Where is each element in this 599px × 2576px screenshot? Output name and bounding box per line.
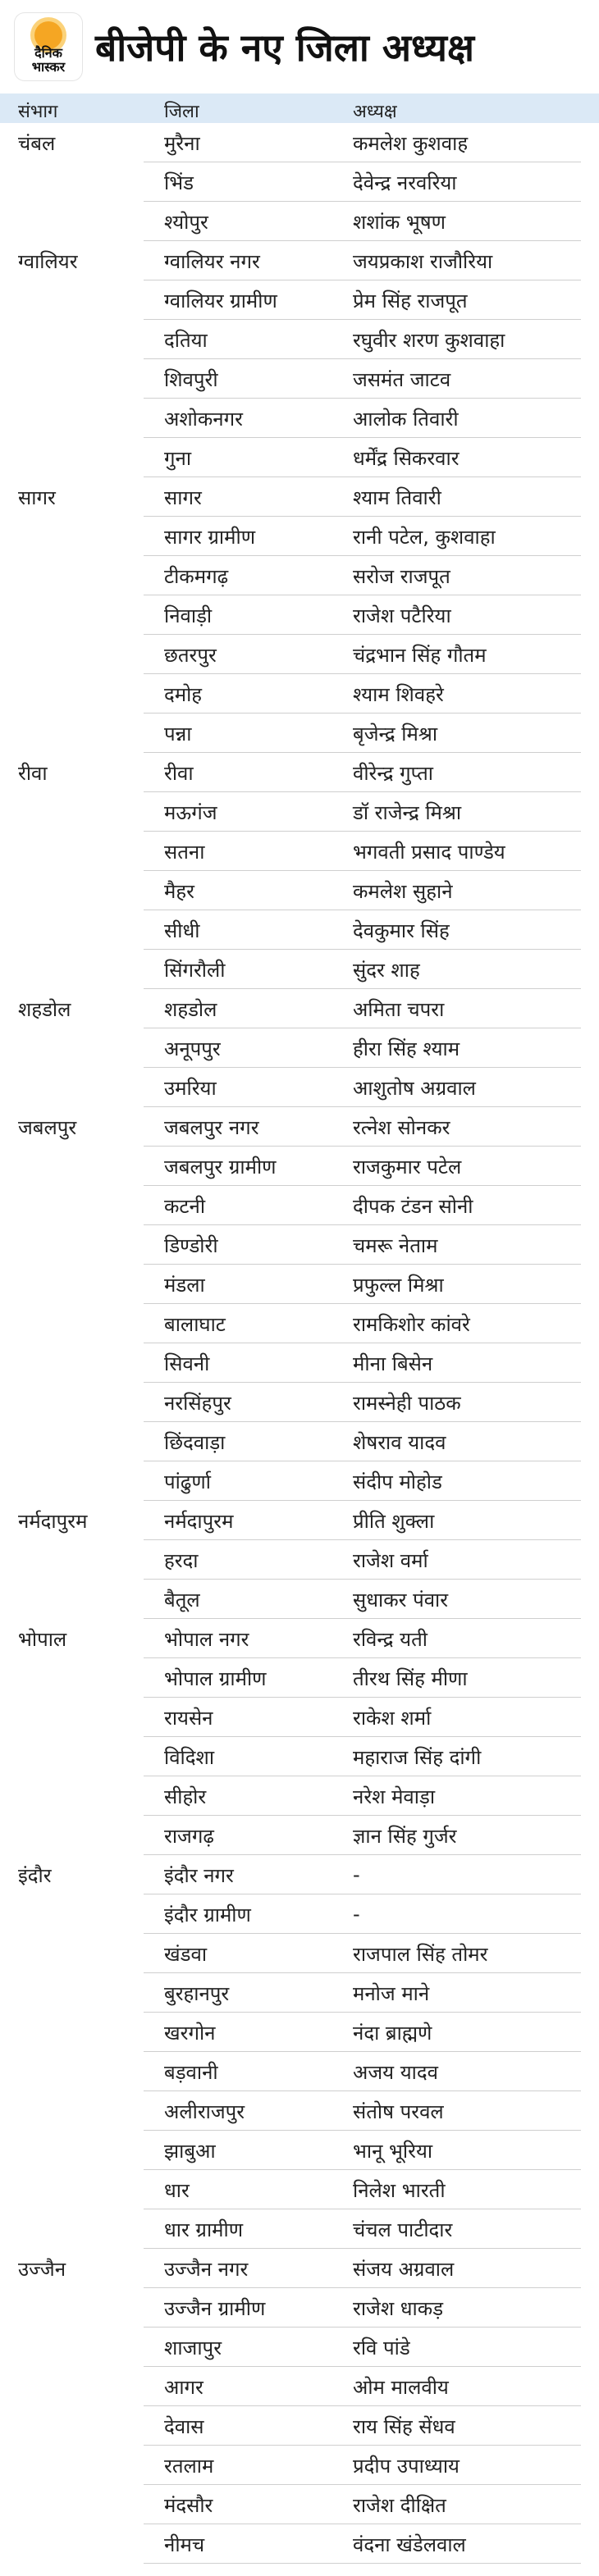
district-cell: सीहोर — [164, 1785, 207, 1808]
president-cell: महाराज सिंह दांगी — [353, 1745, 482, 1769]
table-body — [0, 123, 599, 2564]
president-cell: नंदा ब्राह्मणे — [353, 2021, 432, 2045]
table-row — [0, 2052, 599, 2091]
district-cell: दमोह — [164, 682, 203, 706]
president-cell: प्रीति शुक्ला — [353, 1509, 435, 1533]
district-cell: रायसेन — [164, 1706, 213, 1730]
district-cell: ग्वालियर ग्रामीण — [164, 289, 277, 312]
district-cell: कटनी — [164, 1194, 206, 1218]
table-row — [0, 871, 599, 910]
president-cell: रत्नेश सोनकर — [353, 1115, 450, 1139]
district-cell: रीवा — [164, 761, 194, 785]
president-cell: राजकुमार पटेल — [353, 1155, 462, 1179]
president-cell: अजय यादव — [353, 2060, 438, 2084]
district-cell: रतलाम — [164, 2454, 214, 2478]
president-cell: - — [353, 1863, 360, 1886]
president-cell: रानी पटेल, कुशवाहा — [353, 525, 496, 549]
division-cell: भोपाल — [18, 1627, 67, 1651]
division-cell: इंदौर — [18, 1863, 52, 1887]
president-cell: राजेश पटैरिया — [353, 604, 451, 627]
table-row — [0, 1068, 599, 1107]
president-cell: श्याम तिवारी — [353, 486, 441, 509]
division-cell: ग्वालियर — [18, 249, 78, 273]
president-cell: राजेश धाकड़ — [353, 2296, 444, 2320]
president-cell: राय सिंह सेंधव — [353, 2414, 455, 2438]
table-row — [0, 1973, 599, 2013]
district-cell: नीमच — [164, 2533, 205, 2556]
president-cell: रविन्द्र यती — [353, 1627, 428, 1651]
president-cell: सुंदर शाह — [353, 958, 420, 982]
president-cell: ओम मालवीय — [353, 2375, 449, 2399]
table-row — [0, 123, 599, 162]
president-cell: रामकिशोर कांवरे — [353, 1312, 470, 1336]
table-row — [0, 595, 599, 635]
district-cell: छिंदवाड़ा — [164, 1430, 226, 1454]
table-row — [0, 1658, 599, 1698]
president-cell: देवकुमार सिंह — [353, 919, 450, 942]
table-row — [0, 2328, 599, 2367]
president-cell: अमिता चपरा — [353, 997, 445, 1021]
district-cell: पन्ना — [164, 722, 192, 745]
district-cell: भिंड — [164, 171, 194, 194]
district-cell: हरदा — [164, 1548, 199, 1572]
table-row — [0, 202, 599, 241]
president-cell: मनोज माने — [353, 1981, 430, 2005]
district-cell: उमरिया — [164, 1076, 217, 1100]
district-cell: उज्जैन ग्रामीण — [164, 2296, 266, 2320]
table-row — [0, 1816, 599, 1855]
president-cell: हीरा सिंह श्याम — [353, 1037, 460, 1060]
table-row — [0, 1698, 599, 1737]
president-cell: रामस्नेही पाठक — [353, 1391, 461, 1415]
table-row — [0, 1540, 599, 1580]
president-cell: भानू भूरिया — [353, 2139, 433, 2163]
row-divider — [144, 2563, 581, 2564]
president-cell: चंद्रभान सिंह गौतम — [353, 643, 487, 667]
table-row — [0, 241, 599, 280]
district-cell: विदिशा — [164, 1745, 215, 1769]
president-cell: संदीप मोहोड — [353, 1470, 442, 1493]
district-cell: झाबुआ — [164, 2139, 216, 2163]
president-cell: निलेश भारती — [353, 2178, 446, 2202]
division-cell: नर्मदापुरम — [18, 1509, 88, 1533]
president-cell: शेषराव यादव — [353, 1430, 446, 1454]
table-row — [0, 556, 599, 595]
district-cell: शिवपुरी — [164, 367, 218, 391]
district-cell: खंडवा — [164, 1942, 208, 1966]
district-cell: छतरपुर — [164, 643, 217, 667]
division-cell: शहडोल — [18, 997, 71, 1021]
division-cell: रीवा — [18, 761, 48, 785]
president-cell: - — [353, 1903, 360, 1926]
table-row — [0, 517, 599, 556]
district-cell: उज्जैन नगर — [164, 2257, 249, 2281]
district-cell: मऊगंज — [164, 800, 217, 824]
table-row — [0, 1580, 599, 1619]
table-row — [0, 2131, 599, 2170]
district-cell: सागर ग्रामीण — [164, 525, 256, 549]
table-row — [0, 989, 599, 1028]
president-cell: संतोष परवल — [353, 2100, 444, 2123]
district-cell: जबलपुर ग्रामीण — [164, 1155, 277, 1179]
district-cell: अलीराजपुर — [164, 2100, 245, 2123]
table-row — [0, 1265, 599, 1304]
table-row — [0, 1619, 599, 1658]
president-cell: चंचल पाटीदार — [353, 2218, 453, 2241]
table-row — [0, 674, 599, 714]
district-cell: खरगोन — [164, 2021, 216, 2045]
district-cell: निवाड़ी — [164, 604, 213, 627]
president-cell: संजय अग्रवाल — [353, 2257, 455, 2281]
table-row — [0, 950, 599, 989]
district-cell: बालाघाट — [164, 1312, 226, 1336]
president-cell: देवेन्द्र नरवरिया — [353, 171, 457, 194]
president-cell: जयप्रकाश राजौरिया — [353, 249, 493, 273]
table-row — [0, 1737, 599, 1776]
president-cell: राजपाल सिंह तोमर — [353, 1942, 488, 1966]
president-cell: ज्ञान सिंह गुर्जर — [353, 1824, 457, 1848]
president-cell: भगवती प्रसाद पाण्डेय — [353, 840, 505, 864]
table-row — [0, 1461, 599, 1501]
president-cell: शशांक भूषण — [353, 210, 446, 234]
president-cell: वीरेन्द्र गुप्ता — [353, 761, 433, 785]
president-cell: राजेश वर्मा — [353, 1548, 428, 1572]
president-cell: कमलेश कुशवाह — [353, 131, 469, 155]
table-row — [0, 280, 599, 320]
president-cell: डॉ राजेन्द्र मिश्रा — [353, 800, 462, 824]
table-row — [0, 2091, 599, 2131]
district-cell: बड़वानी — [164, 2060, 218, 2084]
district-cell: सिंगरौली — [164, 958, 226, 982]
table-row — [0, 399, 599, 438]
president-cell: रघुवीर शरण कुशवाहा — [353, 328, 505, 352]
district-cell: भोपाल नगर — [164, 1627, 249, 1651]
district-cell: मंडला — [164, 1273, 205, 1297]
president-cell: जसमंत जाटव — [353, 367, 451, 391]
president-cell: चमरू नेताम — [353, 1233, 438, 1257]
district-cell: सिवनी — [164, 1352, 210, 1375]
district-cell: धार — [164, 2178, 190, 2202]
table-row — [0, 2288, 599, 2328]
column-header-division: संभाग — [18, 102, 58, 122]
column-header-district: जिला — [164, 102, 199, 122]
president-cell: प्रदीप उपाध्याय — [353, 2454, 460, 2478]
president-cell: आलोक तिवारी — [353, 407, 459, 431]
table-row — [0, 1147, 599, 1186]
table-row — [0, 320, 599, 359]
page-header — [0, 0, 599, 93]
district-cell: शाजापुर — [164, 2336, 222, 2359]
district-cell: मंदसौर — [164, 2493, 213, 2517]
district-cell: गुना — [164, 446, 192, 470]
table-row — [0, 438, 599, 477]
table-row — [0, 477, 599, 517]
table-row — [0, 1422, 599, 1461]
table-row — [0, 1225, 599, 1265]
division-cell: उज्जैन — [18, 2257, 66, 2281]
table-row — [0, 1304, 599, 1343]
president-cell: श्याम शिवहरे — [353, 682, 444, 706]
president-cell: मीना बिसेन — [353, 1352, 433, 1375]
president-cell: राजेश दीक्षित — [353, 2493, 446, 2517]
table-row — [0, 1383, 599, 1422]
district-cell: नरसिंहपुर — [164, 1391, 231, 1415]
district-cell: मुरैना — [164, 131, 200, 155]
table-row — [0, 1855, 599, 1894]
district-cell: धार ग्रामीण — [164, 2218, 244, 2241]
table-row — [0, 1934, 599, 1973]
table-row — [0, 2524, 599, 2564]
district-cell: इंदौर नगर — [164, 1863, 234, 1887]
district-cell: मैहर — [164, 879, 194, 903]
table-row — [0, 1107, 599, 1147]
division-cell: चंबल — [18, 131, 56, 155]
district-cell: टीकमगढ़ — [164, 564, 229, 588]
district-cell: इंदौर ग्रामीण — [164, 1903, 251, 1926]
table-row — [0, 2485, 599, 2524]
president-cell: रवि पांडे — [353, 2336, 410, 2359]
district-cell: आगर — [164, 2375, 203, 2399]
table-row — [0, 1028, 599, 1068]
table-row — [0, 359, 599, 399]
table-header — [0, 93, 599, 123]
table-row — [0, 1894, 599, 1934]
president-cell: आशुतोष अग्रवाल — [353, 1076, 476, 1100]
district-cell: पांढुर्णा — [164, 1470, 211, 1493]
table-row — [0, 714, 599, 753]
page-title: बीजेपी के नए जिला अध्यक्ष — [95, 25, 474, 70]
logo-line-2: भास्कर — [31, 59, 66, 75]
district-cell: जबलपुर नगर — [164, 1115, 259, 1139]
district-cell: अशोकनगर — [164, 407, 243, 431]
president-cell: सरोज राजपूत — [353, 564, 450, 588]
table-row — [0, 162, 599, 202]
president-cell: दीपक टंडन सोनी — [353, 1194, 473, 1218]
table-row — [0, 2249, 599, 2288]
logo-line-1: दैनिक — [34, 45, 62, 61]
president-cell: बृजेन्द्र मिश्रा — [353, 722, 438, 745]
district-cell: नर्मदापुरम — [164, 1509, 234, 1533]
president-cell: राकेश शर्मा — [353, 1706, 432, 1730]
district-cell: सतना — [164, 840, 205, 864]
district-cell: दतिया — [164, 328, 208, 352]
president-cell: सुधाकर पंवार — [353, 1588, 449, 1612]
column-header-president: अध्यक्ष — [353, 102, 397, 122]
table-row — [0, 792, 599, 832]
division-cell: जबलपुर — [18, 1115, 77, 1139]
table-row — [0, 2367, 599, 2406]
district-cell: बैतूल — [164, 1588, 200, 1612]
president-cell: नरेश मेवाड़ा — [353, 1785, 436, 1808]
president-cell: प्रेम सिंह राजपूत — [353, 289, 468, 312]
president-cell: तीरथ सिंह मीणा — [353, 1666, 468, 1690]
table-row — [0, 2446, 599, 2485]
table-row — [0, 1343, 599, 1383]
table-row — [0, 2406, 599, 2446]
president-cell: प्रफुल्ल मिश्रा — [353, 1273, 444, 1297]
district-cell: सीधी — [164, 919, 200, 942]
district-cell: अनूपपुर — [164, 1037, 221, 1060]
table-row — [0, 2209, 599, 2249]
district-cell: भोपाल ग्रामीण — [164, 1666, 267, 1690]
division-cell: सागर — [18, 486, 56, 509]
table-row — [0, 832, 599, 871]
table-row — [0, 1501, 599, 1540]
president-cell: कमलेश सुहाने — [353, 879, 453, 903]
district-cell: ग्वालियर नगर — [164, 249, 260, 273]
district-cell: बुरहानपुर — [164, 1981, 230, 2005]
district-cell: सागर — [164, 486, 202, 509]
district-cell: राजगढ़ — [164, 1824, 214, 1848]
table-row — [0, 753, 599, 792]
table-row — [0, 1186, 599, 1225]
table-row — [0, 910, 599, 950]
president-cell: वंदना खंडेलवाल — [353, 2533, 466, 2556]
district-cell: श्योपुर — [164, 210, 208, 234]
table-row — [0, 635, 599, 674]
president-cell: धर्मेंद्र सिकरवार — [353, 446, 460, 470]
table-row — [0, 2013, 599, 2052]
district-cell: शहडोल — [164, 997, 217, 1021]
district-cell: डिण्डोरी — [164, 1233, 218, 1257]
district-cell: देवास — [164, 2414, 204, 2438]
dainik-bhaskar-logo — [15, 13, 82, 80]
table-row — [0, 1776, 599, 1816]
table-row — [0, 2170, 599, 2209]
